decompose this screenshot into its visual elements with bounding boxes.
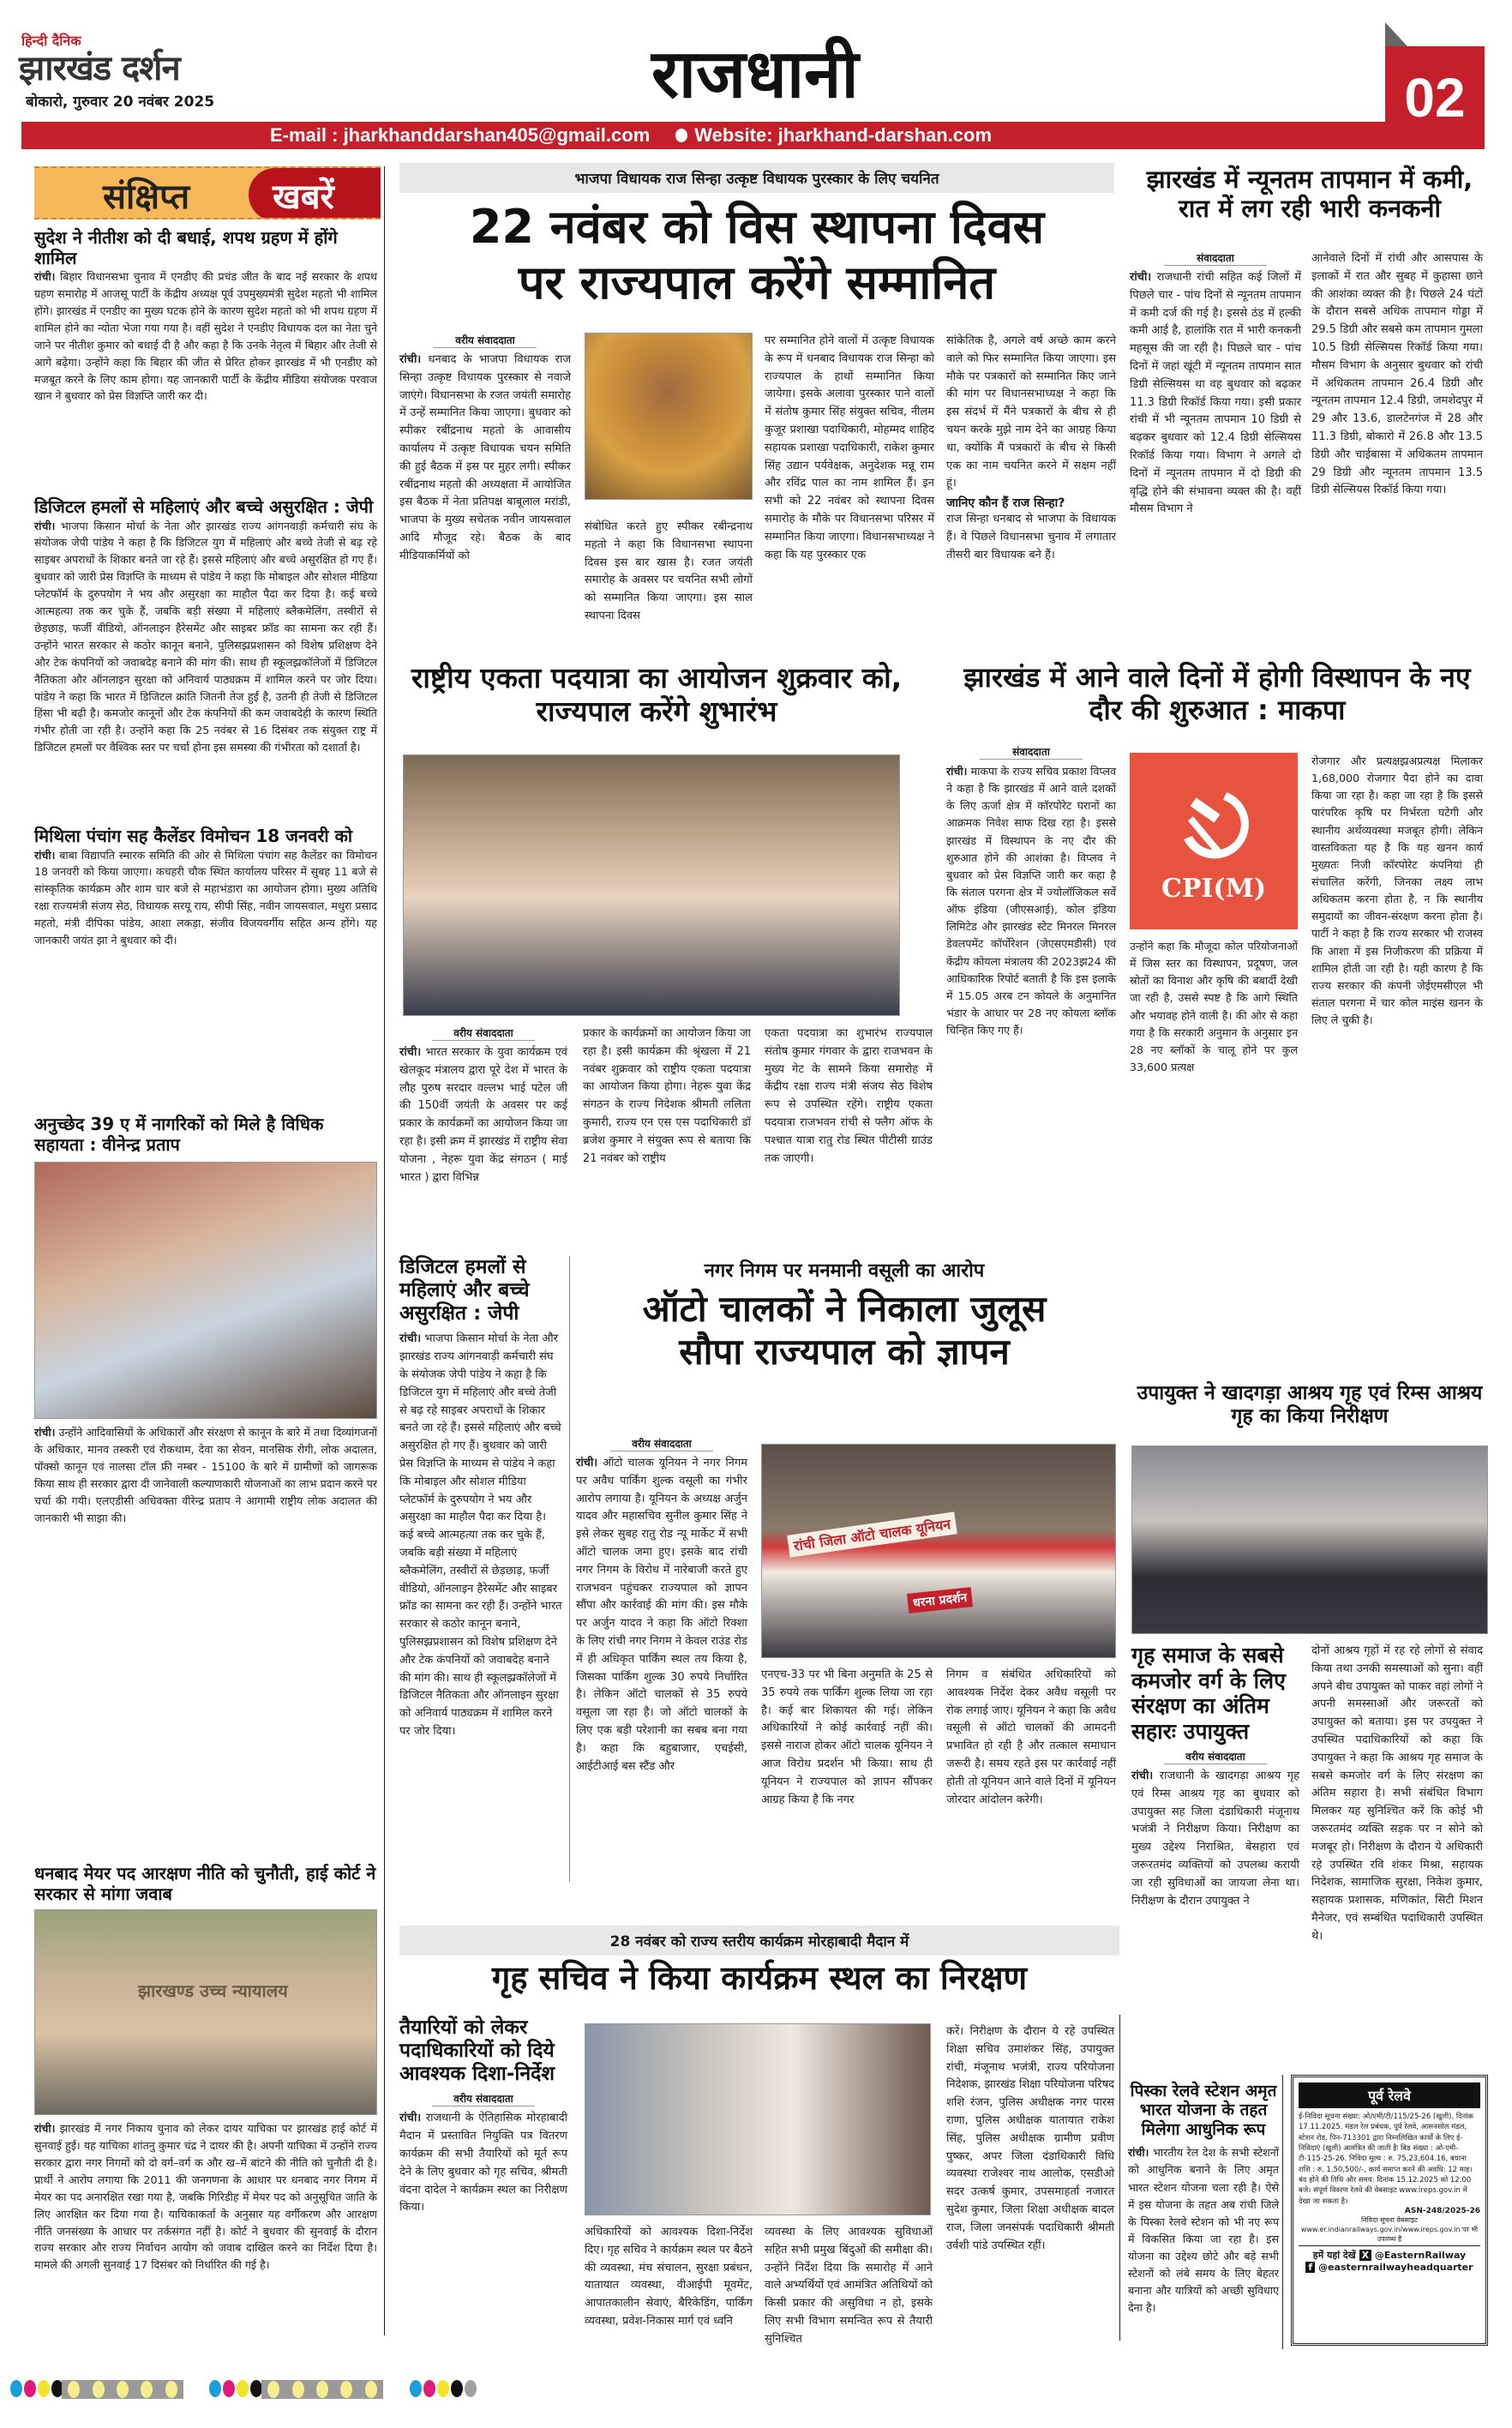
brief-headline: धनबाद मेयर पद आरक्षण नीति को चुनौती, हाई कोर्ट ने सरकार से मांगा जवाब [34, 1863, 376, 1904]
byline: वरीय संवाददाता [610, 1436, 713, 1451]
brief-article-5 [34, 1860, 377, 2274]
brief-body [34, 518, 377, 756]
dateline-city: रांची। [34, 848, 56, 862]
shelter-col-1 [1131, 1643, 1299, 1910]
brief-article-2 [34, 494, 377, 756]
padyatra-col-1 [399, 1025, 567, 1187]
fb-handle[interactable]: @easternrailwayheadquarter [1318, 2261, 1473, 2273]
hammer-sickle-icon [1167, 779, 1261, 874]
ad-code: ASN-248/2025-26 [1404, 2206, 1480, 2215]
lead-col-2 [585, 519, 753, 626]
shelter-text [1131, 1768, 1299, 1910]
shelter-inspection-photo [1131, 1445, 1488, 1634]
auto-col-2 [761, 1667, 933, 1809]
weather-headline: झारखंड में न्यूनतम तापमान में कमी, रात में लग रही भारी कनकनी [1146, 165, 1473, 224]
home-secretary-story [399, 1926, 1119, 1998]
ad-social-row [1299, 2249, 1480, 2262]
black-mark [451, 2380, 463, 2397]
lead-text-5: राज सिन्हा धनबाद से भाजपा के विधायक हैं। वे पिछले विधानसभा चुनाव में लगातार तीसरी बार विधायक बने हैं। [946, 513, 1116, 562]
shelter-text-1: राजधानी के खादगड़ा आश्रय गृह एवं रिम्स आश्रय गृह का बुधवार को उपायुक्त सह जिला दंडाधिकारी मंजूनाथ भजंत्री ने निरीक्षण किया। निरीक्षण का मुख्य उद्देश्य निराश्रित, बेसहारा एवं जरूरतमंद व्यक्तियों को उपलब्ध करायी जा रही सुविधाओं का जायजा लेना था। निरीक्षण के दौरान उपायुक्त ने [1131, 1770, 1299, 1908]
registration-marks-right [410, 2380, 477, 2397]
cpim-headline: झारखंड में आने वाले दिनों में होगी विस्थापन के नए दौर की शुरुआत : माकपा [963, 661, 1471, 726]
padyatra-group-photo [403, 754, 900, 1016]
weather-text [1130, 269, 1301, 519]
lead-story [399, 163, 1114, 311]
weather-col-1 [1130, 250, 1301, 519]
auto-headline-line1: ऑटो चालकों ने निकाला जुलूस [642, 1287, 1047, 1330]
dateline-city: रांची। [399, 1332, 422, 1346]
byline: संवाददाता [980, 744, 1083, 760]
home-secretary-col-2 [585, 2224, 753, 2331]
ad-text: ई-निविदा सूचना संख्या: ओ/एमी/टी/115/25-26 (खुली), दिनांक 17.11.2025. मंडल रेल प्रबंधक, पूर्व रेलवे, आसनसोल मंडल, स्टेशन रोड, पिन-713301 द्वारा निम्नलिखित कार्यों के लिए ई-निविदाएं (खुली) आमंत्रित की जाती हैः बिड संख्या : ओ-एमी-टी-115-25-26. निविदा मूल्य : रु. 75,23,604.16, बयाना राशि : रु. 1,50,500/-, कार्य समाप्त करने की अवधि: 12 माह। बंद होने की तिथि और समय: दिनांक 15.12.2025 को 12.00 बजे। संपूर्ण विवरण रेलवे की वेबसाइट www.ireps.gov.in में देखा जा सकता है। [1299, 2112, 1474, 2206]
cyan-mark [10, 2380, 22, 2397]
protest-banner-text-2: धरना प्रदर्शन [907, 1587, 973, 1614]
auto-col-3 [946, 1667, 1116, 1809]
home-secretary-text-4: करें। निरीक्षण के दौरान ये रहे उपस्थित शिक्षा सचिव उमाशंकर सिंह, उपायुक्त रांची, मंजूनाथ भजंत्री, राज्य परियोजना निदेशक, झारखंड शिक्षा परियोजना परिषद शशि रंजन, पुलिस अधीक्षक नगर पारस राणा, पुलिस अधीक्षक यातायात राकेश सिंह, पुलिस अधीक्षक ग्रामीण प्रवीण पुष्कर, अपर जिला दंडाधिकारी विधि व्यवस्था राजेश्वर नाथ आलोक, एसडीओ सदर उत्कर्ष कुमार, उपसमाहर्ता नजारत सुदेश कुमार, जिला शिक्षा अधीक्षक बादल राज, जिला जनसंपर्क पदाधिकारी श्रीमती उर्वशी पांडे उपस्थित रहीं। [946, 2025, 1114, 2252]
home-secretary-text [399, 2110, 567, 2217]
jp-side-headline: डिजिटल हमलों से महिलाएं और बच्चे असुरक्षित : जेपी [399, 1256, 530, 1325]
brief-headline: डिजिटल हमलों से महिलाएं और बच्चे असुरक्षित : जेपी [34, 496, 374, 517]
yellow-mark [237, 2380, 249, 2397]
strip-dot [316, 2381, 328, 2398]
cyan-mark [410, 2380, 422, 2397]
legal-aid-photo [34, 1162, 377, 1419]
piska-story [1128, 2082, 1279, 2317]
brief-text: उन्होंने आदिवासियों के अधिकारों और संरक्षण से कानून के बारे में तथा दिव्यांगजनों के अधिकार, मानव तस्करी एवं रोकथाम, देवा का सेवन, मानसिक रोगी, लोक अदालत, पॉक्सो कानून एवं नालसा टॉल फ्री नम्बर - 15100 के बारे में ग्रामीणों को जागरूक किया साथ ही सरकार द्वारा दी जानेवाली कल्याणकारी योजनाओं का लाभ प्रदान करने पर चर्चा की गयी। एलएडीसी अधिवक्ता वीरेन्द्र प्रताप ने आगामी राष्ट्रीय लोक अदालत की जानकारी भी साझा की। [34, 1426, 377, 1524]
strip-dot [117, 2381, 129, 2398]
lead-text [399, 352, 571, 566]
dateline-city: रांची। [34, 1426, 56, 1439]
auto-text [576, 1455, 747, 1776]
strip-dot [340, 2381, 352, 2398]
page-corner-fold [1385, 22, 1407, 46]
lead-headline-line2: पर राज्यपाल करेंगे सम्मानित [518, 255, 996, 310]
auto-headline-line2: सौपा राज्यपाल को ज्ञापन [679, 1330, 1010, 1373]
auto-story [573, 1260, 1116, 1373]
padyatra-text-1: भारत सरकार के युवा कार्यक्रम एवं खेलकूद मंत्रालय द्वारा पूरे देश में भारत के लौह पुरुष सरदार वल्लभ भाई पटेल जी की 150वीं जयंती के अवसर पर कई प्रकार के कार्यक्रमों का आयोजन किया जा रहा है। इसी क्रम में झारखंड में राष्ट्रीय सेवा योजना , नेहरू युवा केंद्र संगठन ( माई भारत ) द्वारा विभिन्न [399, 1046, 567, 1184]
brief-article-4 [34, 1111, 377, 1527]
piska-headline: पिस्का रेलवे स्टेशन अमृत भारत योजना के तहत मिलेगा आधुनिक रूप [1130, 2082, 1277, 2139]
byline: संवाददाता [1164, 250, 1267, 266]
dateline-city: रांची। [1128, 2146, 1149, 2160]
high-court-photo [34, 1909, 377, 2115]
briefs-banner-left: संक्षिप्त [103, 177, 190, 217]
cpim-col-3 [1311, 753, 1483, 1029]
x-icon: X [1359, 2250, 1371, 2261]
column-divider [384, 166, 385, 2335]
byline: वरीय संवाददाता [1164, 1749, 1267, 1764]
weather-col-2 [1311, 250, 1483, 500]
website-link[interactable]: Website: jharkhand-darshan.com [694, 124, 993, 146]
strip-dot [165, 2381, 177, 2398]
column-divider [569, 1256, 570, 1882]
ad-header: पूर्व रेलवे [1299, 2082, 1480, 2108]
jp-side-story [399, 1256, 562, 1741]
cpim-text-1: माकपा के राज्य सचिव प्रकाश विप्लव ने कहा है कि झारखंड में आने वाले दशकों के लिए ऊर्जा क्षेत्र में कॉरपोरेट घरानों का आक्रमक निवेश साफ दिख रहा है। इससे झारखंड में विस्थापन के नए दौर की शुरुआत होने की आशंका है। विप्लव ने बुधवार को प्रेस विज्ञप्ति जारी कर कहा है कि संताल परगना क्षेत्र में ज्योलॉजिकल सर्वे ऑफ इंडिया (जीएसआई), कोल इंडिया लिमिटेड और झारखंड स्टेट मिनरल मिनरल डेवलपमेंट कॉर्पोरेशन (जेएसएमडीसी) एवं केंद्रीय कोयला मंत्रालय की 2023झ24 की आधिकारिक रिपोर्ट बताती है कि इस इलाके में 15.05 अरब टन कोयले के अनुमानित भंडार के आधार पर 28 नए कोयला ब्लॉक चिन्हित किए गए हैं। [946, 765, 1116, 1037]
strip-dot [267, 2381, 279, 2398]
weather-story [1130, 165, 1490, 223]
home-secretary-text-3: व्यवस्था के लिए आवश्यक सुविधाओं सहित सभी प्रमुख बिंदुओं की समीक्षा की। उन्होंने निर्देश दिया कि समारोह में आने वाले अभ्यर्थियों एवं आमंत्रित अतिथियों को किसी प्रकार की असुविधा न हो, इसके लिए सभी विभाग समन्वित रूप से तैयारी सुनिश्चित [765, 2226, 933, 2346]
x-handle[interactable]: @EasternRailway [1374, 2249, 1467, 2261]
cpim-text [946, 763, 1116, 1039]
padyatra-text-2: प्रकार के कार्यक्रमों का आयोजन किया जा रहा है। इसी कार्यक्रम की श्रृंखला में 21 नवंबर शुक्रवार को राष्ट्रीय एकता पदयात्रा का आयोजन किया होगा। नेहरू युवा केंद्र संगठन के राज्य निदेशक श्रीमती ललिता कुमारी, राज्य एन एस एस पदाधिकारी डॉ ब्रजेश कुमार ने संयुक्त रूप से बताया कि 21 नवंबर को राष्ट्रीय [583, 1027, 751, 1165]
registration-strip [261, 2380, 383, 2399]
ad-fb-row [1299, 2262, 1480, 2273]
jp-side-text [399, 1331, 562, 1740]
piska-text [1128, 2144, 1279, 2317]
grey-mark [465, 2380, 477, 2397]
auto-protest-photo [761, 1444, 1116, 1658]
brief-headline: अनुच्छेद 39 ए में नागरिकों को मिले है विधिक सहायता : वीनेन्द्र प्रताप [34, 1114, 324, 1155]
piska-body: भारतीय रेल देश के सभी स्टेशनों को आधुनिक बनाने के लिए अमृत भारत स्टेशन योजना चला रही है। ऐसे में इस योजना के तहत अब रांची जिले के पिस्का रेलवे स्टेशन को भी नए रूप में विकसित किया जा रहा है। इस योजना का उद्देश्य छोटे और बड़े सभी स्टेशनों को लंबे समय के लिए बेहतर बनाना और यात्रियों को अच्छी सुविधाए देना है। [1128, 2146, 1279, 2315]
column-divider [1119, 2015, 1120, 2341]
dateline-city: रांची। [34, 2122, 56, 2136]
cpim-text-3: रोजगार और प्रत्यक्षझ्रअप्रत्यक्ष मिलाकर 1,68,000 रोजगार पैदा होने का दावा किया जा रहा है। कहा जा रहा है कि इससे पारंपरिक कृषि पर निर्भरता घटेगी और स्थानीय अर्थव्यवस्था मजबूत होगी। लेकिन वास्तविकता यह है कि यह खनन कार्य मुख्यतः निजी कॉरपोरेट कंपनियां ही संचालित करेंगी, जिनका लक्ष्य लाभ अधिकतम करना होता है, न कि स्थानीय समुदायों का जीवन-संरक्षण करना होता है। पार्टी ने कहा है कि राज्य सरकार भी राजस्व कि आशा में इस निजीकरण की प्रक्रिया में शामिल होती जा रही है। यही कारण है कि राज्य सरकार की कंपनी जेईएमसीएल भी संताल परगना में चार कोल माइंस खनन के लिए ले चुकी है। [1311, 754, 1483, 1027]
auto-text-3: निगम व संबंधित अधिकारियों को आवश्यक निर्देश देकर अवैध वसूली पर रोक लगाई जाए। यूनियन ने कहा कि अवैध वसूली से ऑटो चालकों की आमदनी प्रभावित हो रही है और तत्काल समाधान जरूरी है। समय रहते इस पर कार्रवाई नहीं होती तो यूनियन आने वाले दिनों में यूनियन जोरदार आंदोलन करेगी। [946, 1668, 1116, 1806]
brief-text: बाबा विद्यापति स्मारक समिति की ओर से मिथिला पंचांग सह कैलेंडर का विमोचन 18 जनवरी को किया जाएगा। कचहरी चौक स्थित कार्यालय परिसर में सुबह 11 बजे से सांस्कृतिक कार्यक्रम और शाम चार बजे से महाभंडारा का आयोजन होगा। मुख्य अतिथि रक्षा राज्यमंत्री संजय सेठ, विधायक सरयू राय, सीपी सिंह, नवीन जायसवाल, मथुरा प्रसाद महतो, मंत्री दीपिका पांडेय, आशा लकड़ा, संजीव विजयवर्गीय सहित अन्य होंगे। यह जानकारी जयंत झा ने बुधवार को दी। [34, 848, 377, 947]
byline: वरीय संवाददाता [432, 2091, 535, 2106]
shelter-subhead: गृह समाज के सबसे कमजोर वर्ग के लिए संरक्षण का अंतिम सहारः उपायुक्त [1131, 1643, 1286, 1744]
magenta-mark [423, 2380, 435, 2397]
cpim-col-2 [1130, 938, 1298, 1076]
raj-sinha-photo [585, 333, 753, 500]
briefs-banner [34, 166, 381, 219]
dateline-city: रांची। [399, 2112, 422, 2125]
lead-text-2: संबोधित करते हुए स्पीकर रबीन्द्रनाथ महतो ने कहा कि विधानसभा स्थापना दिवस इस बार खास है। रजत जयंती समारोह के अवसर पर चयनित सभी लोगों को सम्मानित किया जाएगा। इस साल स्थापना दिवस [585, 520, 753, 622]
dateline: बोकारो, गुरुवार 20 नवंबर 2025 [26, 93, 215, 111]
dateline-city: रांची। [946, 765, 968, 778]
strip-dot [365, 2381, 377, 2398]
cpim-col-1 [946, 744, 1116, 1039]
auto-col-1 [576, 1436, 747, 1776]
lead-kicker: भाजपा विधायक राज सिन्हा उत्कृष्ट विधायक पुरस्कार के लिए चयनित [399, 163, 1114, 193]
strip-dot [93, 2381, 105, 2398]
padyatra-col-2 [583, 1025, 751, 1168]
padyatra-headline: राष्ट्रीय एकता पदयात्रा का आयोजन शुक्रवार को, राज्यपाल करेंगे शुभारंभ [411, 661, 903, 728]
dateline-city: रांची। [1130, 271, 1152, 284]
court-sign: झारखण्ड उच्च न्यायालय [138, 1980, 288, 2002]
cpim-logo [1130, 753, 1298, 929]
brief-article-3 [34, 823, 377, 949]
dateline-city: रांची। [399, 353, 422, 366]
social-label: हमें यहां देखें [1312, 2249, 1356, 2261]
cyan-mark [209, 2380, 221, 2397]
shelter-story [1130, 1382, 1490, 1428]
auto-kicker: नगर निगम पर मनमानी वसूली का आरोप [704, 1260, 985, 1282]
padyatra-text [399, 1044, 567, 1187]
black-mark [250, 2380, 262, 2397]
contact-bar [21, 122, 1436, 149]
dateline-city: रांची। [1131, 1770, 1154, 1782]
registration-strip [62, 2380, 183, 2399]
lead-col-1 [399, 333, 571, 566]
padyatra-story [399, 662, 914, 729]
home-secretary-col-1 [399, 2016, 567, 2217]
home-secretary-text-2: अधिकारियों को आवश्यक दिशा-निर्देश दिए। गृह सचिव ने कार्यक्रम स्थल पर बैठने की व्यवस्था, मंच संचालन, सुरक्षा प्रबंधन, यातायात व्यवस्था, वीआईपी मूवमेंट, आपातकालीन सेवाएं, बैरिकेडिंग, पार्किंग व्यवस्था, प्रवेश-निकास मार्ग एवं ध्वनि [585, 2226, 753, 2328]
home-secretary-subhead: तैयारियों को लेकर पदाधिकारियों को दिये आवश्यक दिशा-निर्देश [399, 2016, 555, 2086]
auto-text-2: एनएच-33 पर भी बिना अनुमति के 25 से 35 रुपये तक पार्किंग शुल्क लिया जा रहा है। कई बार शिकायत की गई। लेकिन अधिकारियों ने कोई कार्रवाई नहीं की। इससे नाराज होकर ऑटो चालक यूनियन ने आज विरोध प्रदर्शन भी किया। साथ ही यूनियन ने राज्यपाल को ज्ञापन सौंपकर आग्रह किया है कि नगर [761, 1668, 933, 1806]
yellow-mark [38, 2380, 50, 2397]
home-secretary-col-3 [765, 2224, 933, 2349]
section-title: राजधानी [651, 35, 859, 113]
lead-col-3 [765, 333, 934, 564]
dateline-city: रांची। [399, 1046, 422, 1059]
shelter-col-2 [1311, 1643, 1483, 1946]
lead-headline-line1: 22 नवंबर को विस स्थापना दिवस [469, 200, 1045, 254]
brief-text: भाजपा किसान मोर्चा के नेता और झारखंड राज्य आंगनवाड़ी कर्मचारी संघ के संयोजक जेपी पांडेय ने कहा है कि डिजिटल युग में महिलाएं और बच्चे तेजी से बढ़ रहे साइबर अपराधों के शिकार बनते जा रहे हैं। इससे महिलाएं और बच्चे असुरक्षित हो गए हैं। बुधवार को जारी प्रेस विज्ञप्ति के माध्यम से पांडेय ने कहा कि मोबाइल और सोशल मीडिया प्लेटफॉर्म के दुरुपयोग ने भय और असुरक्षा का माहौल पैदा कर दिया है। कई बच्चे आत्महत्या तक कर चुके हैं, जबकि बड़ी संख्या में महिलाएं ब्लैकमेलिंग, तस्वीरों से छेड़छाड़, फर्जी वीडियो, ऑनलाइन हैरेसमेंट और साइबर फ्रॉड का सामना कर रही हैं। उन्होंने भारत सरकार से कठोर कानून बनाने, पुलिसझ्रप्रशासन को विशेष प्रशिक्षण देने और टेक कंपनियों को जवाबदेह बनाने की मांग की। साथ ही स्कूलझ्रकॉलेजों में डिजिटल नैतिकता और ऑनलाइन सुरक्षा को अनिवार्य पाठ्यक्रम में शामिल करने पर जोर दिया। पांडेय ने कहा कि भारत में डिजिटल क्रांति जितनी तेज हुई है, उतनी ही तेजी से डिजिटल हिंसा भी बढ़ी है। कमजोर कानूनों और टेक कंपनियों की कम जवाबदेही के कारण स्थिति गंभीर होती जा रही है। उन्होंने कहा कि 25 नवंबर से 16 दिसंबर तक संयुक्त राष्ट्र में डिजिटल हमलों पर वैश्विक स्तर पर चर्चा होना इस समस्या की गंभीरता को दशार्ता है। [34, 519, 377, 754]
shelter-text-2: दोनों आश्रय गृहों में रह रहे लोगों से संवाद किया तथा उनकी समस्याओं को सुना। वहीं अपने बीच उपायुक्त को पाकर वहां लोगों ने अपनी समस्साओं और जरूरतों को उपायुक्त को बताया। इस पर उपयुक्त ने उपस्थित पदाधिकारियों को कहा कि उपायुक्त ने कहा कि आश्रय गृह समाज के सबसे कमजोर वर्ग के लिए संरक्षण का अंतिम सहारा है। सभी संबंधित विभाग मिलकर यह सुनिश्चित करें कि कोई भी जरूरतमंद व्यक्ति सड़क पर न सोने को मजबूर हो। निरीक्षण के दौरान ये अधिकारी रहे उपस्थित रवि शंकर मिश्रा, सहायक निदेशक, सामाजिक सुरक्षा, निकेश कुमार, सहायक प्रशासक, मणिकांत, सिटी मिशन मैनेजर, एवं सम्बंधित पदाधिकारी उपस्थित थे। [1311, 1644, 1483, 1943]
brand-logo: झारखंड दर्शन [19, 49, 180, 88]
brief-body [34, 2120, 377, 2274]
column-divider [1282, 2075, 1283, 2349]
weather-text-1: राजधानी रांची सहित कई जिलों में पिछले चार - पांच दिनों से न्यूनतम तापमान में कमी दर्ज की गई है। इससे ठंड में हल्की कमी आई है, हालांकि रात में भारी कनकनी महसूस की जा रही है। पिछले चार - पांच दिनों में जहां खूंटी में न्यूनतम तापमान सात डिग्री सेल्सियस था वह बुधवार को बढ़कर 11.3 डिग्री रिकॉर्ड किया गया। इसी प्रकार रांची में भी न्यूनतम तापमान 10 डिग्री से बढ़कर बुधवार को 12.4 डिग्री सेल्सियस रिकॉर्ड किया गया। विभाग ने अगले दो दिनों में न्यूनतम तापमान में दो डिग्री की वृद्धि होने की संभावना व्यक्त की है। वहीं मौसम विभाग ने [1130, 271, 1302, 516]
brief-headline: मिथिला पंचांग सह कैलेंडर विमोचन 18 जनवरी को [34, 826, 353, 846]
briefs-banner-right: खबरें [249, 168, 381, 219]
padyatra-text-3: एकता पदयात्रा का शुभारंभ राज्यपाल संतोष कुमार गंगवार के द्वारा राजभवन के मुख्य गेट के सामने किया समारोह में केंद्रीय रक्षा राज्य मंत्री संजय सेठ विशेष रूप से उपस्थित रहेंगे। राष्ट्रीय एकता पदयात्रा राजभवन रांची से फ्लैग ऑफ के पश्चात यात्रा रातु रोड स्थित पीटीसी ग्राउंड तक जाएगी। [765, 1027, 933, 1165]
dateline-city: रांची। [34, 270, 56, 284]
byline: वरीय संवाददाता [434, 333, 537, 348]
brief-text: बिहार विधानसभा चुनाव में एनडीए की प्रचंड जीत के बाद नई सरकार के शपथ ग्रहण समारोह में आजसू पार्टी के केंद्रीय अध्यक्ष पूर्व उपमुख्यमंत्री सुदेश महतो भी शामिल होंगे। झारखंड में एनडीए का मुख्य घटक होने के कारण सुदेश महतो को भी शपथ ग्रहण में शामिल होने का न्योता भेजा गया गया है। वहीं सुदेश ने एनडीए विधायक दल का नेता चुने जाने पर नीतीश कुमार को बधाई दी है और कहा है कि उनके नेतृत्व में बिहार और तेजी से आगे बढ़ेगा। उन्होंने कहा कि बिहार की जीत से प्रेरित होकर झारखंड में भी एनडीए को मजबूत करने के लिए काम होगा। यह जानकारी पार्टी के केंद्रीय मीडिया संयोजक परवाज खान ने बुधवार को प्रेस विज्ञप्ति जारी कर दी। [34, 270, 377, 403]
brief-body [34, 1424, 377, 1526]
magenta-mark [24, 2380, 36, 2397]
brief-text: झारखंड में नगर निकाय चुनाव को लेकर दायर याचिका पर झारखंड हाई कोर्ट में सुनवाई हुई। यह याचिका शांतनु कुमार चंद्र ने दायर की है। अपनी याचिका में उन्होंने राज्य सरकार द्वारा नगर निगमों को दो वर्ग–वर्ग क और ख–में बांटने की नीति को चुनौती दी है। प्रार्थी ने आरोप लगाया कि 2011 की जनगणना के आधार पर धनबाद नगर निगम में मेयर का पद अनारक्षित रखा गया है, जबकि गिरिडीह में मेयर पद को अनुसूचित जाति के लिए आरक्षित कर दिया गया है। याचिकाकर्ता के अनुसार यह वर्गीकरण और आरक्षण नीति जनसंख्या के आधार पर तर्कसंगत नहीं है। कोर्ट ने बुधवार की सुनवाई के दौरान राज्य सरकार और राज्य निर्वाचन आयोग को जवाब दाखिल करने का निर्देश दिया है। मामले की अगली सुनवाई 17 दिसंबर को निर्धारित की गई है। [34, 2122, 378, 2272]
brief-headline: सुदेश ने नीतीश को दी बधाई, शपथ ग्रहण में होंगे शामिल [34, 227, 338, 268]
cpim-logo-text: CPI(M) [1161, 873, 1267, 904]
strip-dot [292, 2381, 304, 2398]
brief-body [34, 847, 377, 949]
lead-text-3: पर सम्मानित होने वालों में उत्कृष्ट विधायक के रूप में धनबाद विधायक राज सिन्हा को राज्यपाल के हाथों सम्मानित किया जायेगा। इसके अलावा पुरस्कार पाने वालों में संतोष कुमार सिंह संयुक्त सचिव, नीलम कुजूर प्रशाखा पदाधिकारी, मोहम्मद शाहिद सहायक प्रशाखा पदाधिकारी, राकेश कुमार सिंह उद्यान पर्यवेक्षक, अनुदेशक मन्नू राम और रविंद्र पाल का नाम शामिल हैं। इन सभी को 22 नवंबर को स्थापना दिवस समारोह के मौके पर विधानसभा परिसर में सम्मानित किया जाएगा। विधानसभाध्यक्ष ने कहा कि यह पुरस्कार एक [765, 334, 934, 562]
lead-text-4: सांकेतिक है, अगले वर्ष अच्छे काम करने वाले को फिर सम्मानित किया जाएगा। इस मौके पर पत्रकारों को सम्मानित किए जाने की मांग पर विधानसभाध्यक्ष ने कहा कि इस संदर्भ में मैंने पत्रकारों के बीच से ही चयन करके मुझे नाम देने का आग्रह किया था, क्योंकि मैं पत्रकारों के बीच से किसी एक का नाम चयनित करने में सक्षम नहीं हूं। [946, 334, 1116, 490]
cpim-story [943, 662, 1491, 727]
email-link[interactable]: E-mail : jharkhanddarshan405@gmail.com [270, 124, 651, 146]
bullet-icon [675, 129, 687, 142]
ad-footer-note: निविदा सूचना वेबसाइट www.er.indianrailways.gov.in/www.ireps.gov.in पर भी उपलब्ध है [1299, 2215, 1480, 2246]
byline: वरीय संवाददाता [432, 1025, 535, 1041]
cpim-text-2: उन्होंने कहा कि मौजूदा कोल परियोजनाओं में जिस स्तर का विस्थापन, प्रदूषण, जल स्रोतों का विनाश और कृषि की बबार्दी देखी जा रही है, उससे स्पष्ट है कि आगे स्थिति और भयावह होने वाली है। की ओर से कहा गया है कि सरकारी अनुमान के अनुसार इन 28 नए ब्लॉकों के चालू होने पर कुल 33,600 प्रत्यक्ष [1130, 940, 1298, 1073]
brand-tagline: हिन्दी दैनिक [21, 33, 81, 49]
weather-text-2: आनेवाले दिनों में रांची और आसपास के इलाकों में रात और सुबह में कुहासा छाने की आशंका व्यक्त की है। पिछले 24 घंटों के दौरान सबसे अधिक तापमान गोड्डा में 29.5 डिग्री और सबसे कम तापमान गुमला 10.5 डिग्री सेल्सियस रिकॉर्ड किया गया। मौसम विभाग के अनुसार बुधवार को रांची में अधिकतम तापमान 26.4 डिग्री और न्यूनतम तापमान 12.4 डिग्री, जमशेदपुर में 29 और 13.6, डालटेनगंज में 28 और 11.3 डिग्री, बोकारो में 26.8 और 13.5 डिग्री और चाईबासा में अधिकतम तापमान 29 डिग्री और न्यूनतम तापमान 13.5 डिग्री सेल्सियस रिकॉर्ड किया गया। [1311, 252, 1483, 497]
shelter-headline: उपायुक्त ने खादगड़ा आश्रय गृह एवं रिम्स आश्रय गृह का किया निरीक्षण [1137, 1382, 1483, 1428]
jp-side-body: भाजपा किसान मोर्चा के नेता और झारखंड राज्य आंगनवाड़ी कर्मचारी संघ के संयोजक जेपी पांडेय ने कहा है कि डिजिटल युग में महिलाएं और बच्चे तेजी से बढ़ रहे साइबर अपराधों के शिकार बनते जा रहे हैं। इससे महिलाएं और बच्चे असुरक्षित हो गए हैं। बुधवार को जारी प्रेस विज्ञप्ति के माध्यम से पांडेय ने कहा कि मोबाइल और सोशल मीडिया प्लेटफॉर्म के दुरुपयोग ने भय और असुरक्षा का माहौल पैदा कर दिया है। कई बच्चे आत्महत्या तक कर चुके हैं, जबकि बड़ी संख्या में महिलाएं ब्लैकमेलिंग, तस्वीरों से छेड़छाड़, फर्जी वीडियो, ऑनलाइन हैरेसमेंट और साइबर फ्रॉड का सामना कर रही हैं। उन्होंने भारत सरकार से कठोर कानून बनाने, पुलिसझ्रप्रशासन को विशेष प्रशिक्षण देने और टेक कंपनियों को जवाबदेह बनाने की मांग की। साथ ही स्कूलझ्रकॉलेजों में डिजिटल नैतिकता और ऑनलाइन सुरक्षा को अनिवार्य पाठ्यक्रम में शामिल करने पर जोर दिया। [399, 1332, 562, 1738]
dateline-city: रांची। [34, 519, 56, 532]
home-secretary-headline: गृह सचिव ने किया कार्यक्रम स्थल का निरक्षण [491, 1959, 1028, 1997]
protest-banner-text: रांची जिला ऑटो चालक यूनियन [787, 1511, 957, 1557]
strip-dot [68, 2381, 80, 2398]
page-number: 02 [1385, 46, 1485, 149]
auto-text-1: ऑटो चालक यूनियन ने नगर निगम पर अवैध पार्किंग शुल्क वसूली का गंभीर आरोप लगाया है। यूनियन के अध्यक्ष अर्जुन यादव और महासचिव सुनील कुमार सिंह ने इसे लेकर सुबह रातु रोड न्यू मार्केट में सभी ऑटो चालक जमा हुए। इसके बाद रांची नगर निगम के विरोध में नारेबाजी करते हुए राजभवन पहुंचकर राज्यपाल को ज्ञापन सौंपा और कार्रवाई की मांग की। इस मौके पर अर्जुन यादव ने कहा कि ऑटो रिक्शा के लिए रांची नगर निगम ने केवल राउंड रोड में ही अधिकृत पार्किंग स्थल तय किया है, जिसका पार्किंग शुल्क 30 रुपये निर्धारित है। लेकिन ऑटो चालकों से 35 रुपये वसूला जा रहा है। जो ऑटो चालकों के लिए एक बड़ी परेशानी का सबब बना गया है। कहा कि बहुबाजार, एचईसी, आईटीआई बस स्टैंड और [576, 1457, 747, 1773]
lead-col-4 [946, 333, 1116, 565]
home-secretary-kicker: 28 नवंबर को राज्य स्तरीय कार्यक्रम मोरहाबादी मैदान में [399, 1926, 1119, 1956]
padyatra-col-3 [765, 1025, 933, 1168]
lead-text-1: धनबाद के भाजपा विधायक राज सिन्हा उत्कृष्ट विधायक पुरस्कार से नवाजे जाएंगे। विधानसभा के रजत जयंती समारोह में उन्हें सम्मानित किया जाएगा। बुधवार को स्पीकर रबींद्रनाथ महतो के आवासीय कार्यालय में उत्कृष्ट विधायक चयन समिति की हुई बैठक में इस पर मुहर लगी। स्पीकर रबींद्रनाथ महतो की अध्यक्षता में आयोजित इस बैठक में नेता प्रतिपक्ष बाबूलाल मरांडी, भाजपा के मुख्य सचेतक नवीन जायसवाल आदि मौजूद रहे। बैठक के बाद मीडियाकर्मियों को [399, 353, 571, 562]
facebook-icon: f [1305, 2262, 1315, 2273]
home-secretary-col-4 [946, 2023, 1114, 2255]
home-secretary-text-1: राजधानी के ऐतिहासिक मोरहाबादी मैदान में प्रस्तावित नियुक्ति पत्र वितरण कार्यक्रम की सभी तैयारियों को मूर्त रूप देने के लिए बुधवार को गृह सचिव, श्रीमती वंदना दादेल ने कार्यक्रम स्थल का निरीक्षण किया। [399, 2112, 567, 2215]
magenta-mark [223, 2380, 235, 2397]
strip-dot [141, 2381, 153, 2398]
dateline-city: रांची। [576, 1457, 598, 1469]
lead-subhead: जानिए कौन हैं राज सिन्हा? [946, 496, 1065, 511]
brief-body [34, 268, 377, 405]
railway-tender-ad [1291, 2075, 1488, 2346]
brief-article-1 [34, 225, 377, 405]
home-secretary-photo [585, 2023, 931, 2215]
yellow-mark [437, 2380, 449, 2397]
